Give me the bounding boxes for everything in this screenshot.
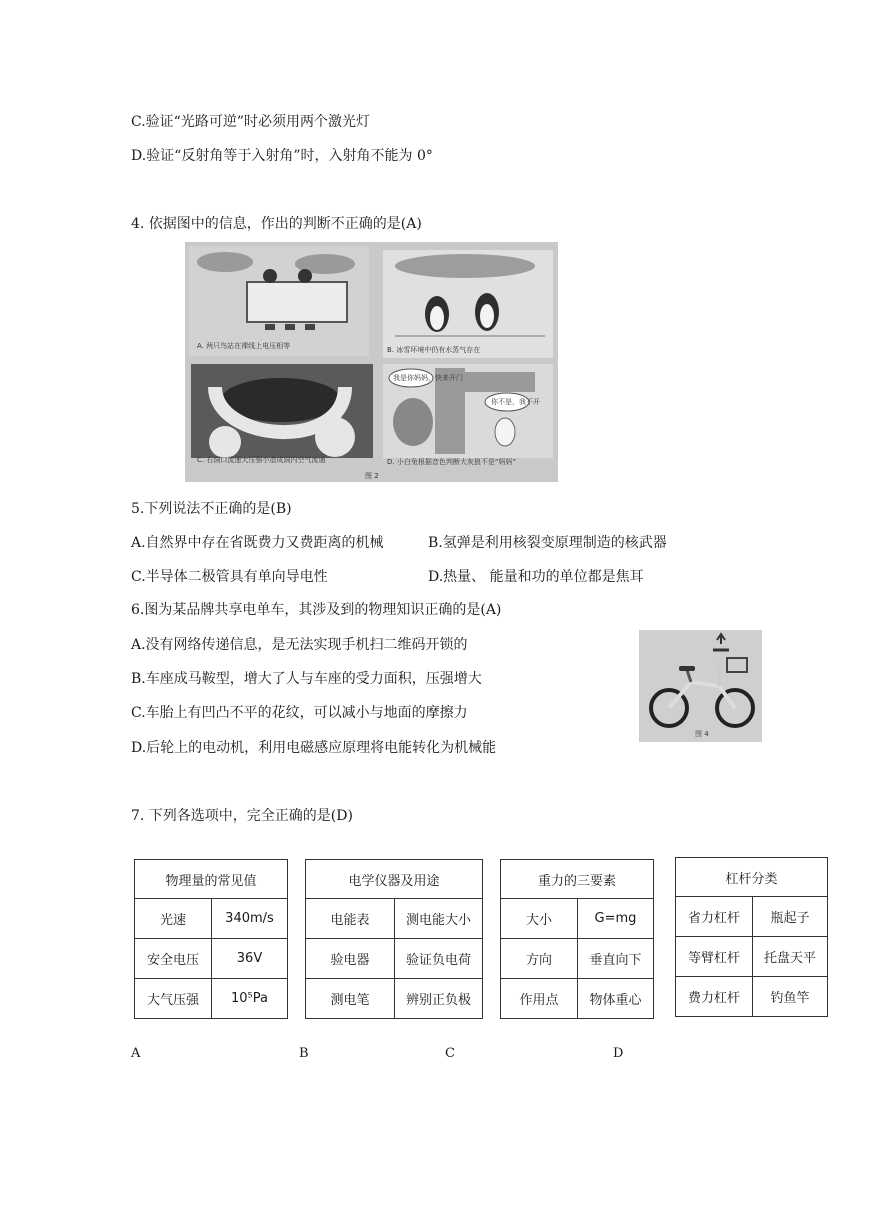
table-cell: 瓶起子 [753, 897, 828, 937]
table-cell: 垂直向下 [578, 939, 654, 979]
table-title: 电学仪器及用途 [306, 860, 483, 899]
table-title: 杠杆分类 [676, 858, 828, 897]
figure-4-label: 图 4 [695, 730, 709, 738]
panel-a-birds [189, 246, 369, 356]
table-cell: 测电笔 [306, 979, 395, 1019]
table-cell: 作用点 [501, 979, 578, 1019]
table-cell: 36V [212, 939, 288, 979]
table-row [676, 937, 828, 977]
table-row [135, 979, 288, 1019]
table-cell: 10⁵Pa [212, 979, 288, 1019]
table-row [306, 979, 483, 1019]
bubble-left: 我是你妈妈，快来开门 [393, 374, 463, 382]
q5-option-c: C.半导体二极管具有单向导电性 [131, 569, 328, 585]
q7-table-a [134, 859, 288, 1019]
q5-option-b: B.氢弹是利用核裂变原理制造的核武器 [428, 535, 667, 551]
table-row [306, 899, 483, 939]
q7-table-b [305, 859, 483, 1019]
table-cell: 省力杠杆 [676, 897, 753, 937]
q6-option-b: B.车座成马鞍型，增大了人与车座的受力面积，压强增大 [131, 671, 482, 687]
table-cell: 大小 [501, 899, 578, 939]
table-cell: 验电器 [306, 939, 395, 979]
table-row [676, 897, 828, 937]
table-row [501, 899, 654, 939]
table-cell: 验证负电荷 [395, 939, 483, 979]
table-row [135, 899, 288, 939]
table-cell: G=mg [578, 899, 654, 939]
q7-label-a: A [131, 1046, 141, 1061]
table-cell: 安全电压 [135, 939, 212, 979]
q6-option-a: A.没有网络传递信息，是无法实现手机扫二维码开锁的 [131, 637, 468, 653]
table-title: 物理量的常见值 [135, 860, 288, 899]
table-cell: 物体重心 [578, 979, 654, 1019]
table-cell: 钓鱼竿 [753, 977, 828, 1017]
table-cell: 测电能大小 [395, 899, 483, 939]
panel-b-penguins [383, 250, 553, 358]
table-row [501, 979, 654, 1019]
q6-bike-image [639, 630, 762, 742]
table-cell: 托盘天平 [753, 937, 828, 977]
table-row [135, 939, 288, 979]
table-cell: 光速 [135, 899, 212, 939]
q7-table-d [675, 857, 828, 1017]
q4-stem: 4. 依据图中的信息，作出的判断不正确的是(A) [131, 216, 422, 232]
table-cell: 大气压强 [135, 979, 212, 1019]
table-cell: 辨别正负极 [395, 979, 483, 1019]
table-title: 重力的三要素 [501, 860, 654, 899]
q3-option-c: C.验证“光路可逆”时必须用两个激光灯 [131, 114, 370, 130]
panel-c-caption: C. 右洞口流速大压强小造成洞内空气流通 [197, 456, 326, 464]
table-row [501, 939, 654, 979]
panel-d-wolf-rabbit [383, 364, 553, 466]
table-cell: 等臂杠杆 [676, 937, 753, 977]
panel-d-caption: D. 小白兔根据音色判断大灰狼不是“妈妈” [387, 458, 517, 466]
table-row [676, 977, 828, 1017]
q6-option-c: C.车胎上有凹凸不平的花纹，可以减小与地面的摩擦力 [131, 705, 468, 721]
table-cell: 费力杠杆 [676, 977, 753, 1017]
bubble-right: 你不是，我不开 [491, 398, 540, 406]
figure-2-label: 图 2 [365, 472, 379, 480]
q7-label-c: C [445, 1046, 455, 1061]
table-cell: 方向 [501, 939, 578, 979]
panel-a-caption: A. 两只鸟站在裸线上电压相等 [197, 342, 291, 350]
q5-option-d: D.热量、 能量和功的单位都是焦耳 [428, 569, 644, 585]
q7-stem: 7. 下列各选项中，完全正确的是(D) [131, 808, 353, 824]
q7-label-b: B [299, 1046, 309, 1061]
table-cell: 电能表 [306, 899, 395, 939]
q7-label-d: D [613, 1046, 624, 1061]
panel-b-caption: B. 冰雪环境中仍有水蒸气存在 [387, 346, 481, 354]
q7-table-c [500, 859, 654, 1019]
q6-option-d: D.后轮上的电动机，利用电磁感应原理将电能转化为机械能 [131, 740, 497, 756]
q5-option-a: A.自然界中存在省既费力又费距离的机械 [131, 535, 384, 551]
panel-c-burrow [191, 364, 373, 464]
table-row [306, 939, 483, 979]
q3-option-d: D.验证“反射角等于入射角”时，入射角不能为 0° [131, 148, 433, 164]
table-cell: 340m/s [212, 899, 288, 939]
q6-stem: 6.图为某品牌共享电单车，其涉及到的物理知识正确的是(A) [131, 602, 502, 618]
q4-figure-image [185, 242, 558, 482]
q5-stem: 5.下列说法不正确的是(B) [131, 501, 292, 517]
